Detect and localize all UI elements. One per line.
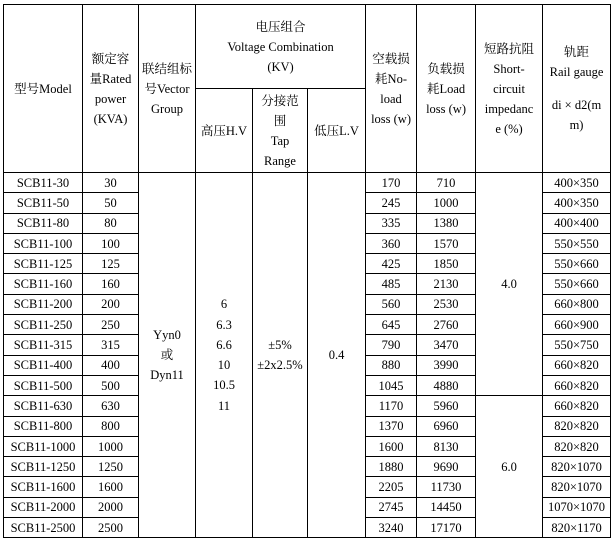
cell-load-loss: 1570	[417, 233, 476, 253]
cell-rail-gauge: 400×350	[543, 193, 611, 213]
cell-model: SCB11-2500	[4, 518, 83, 538]
cell-no-load-loss: 645	[366, 315, 417, 335]
cell-rail-gauge: 1070×1070	[543, 497, 611, 517]
cell-power: 125	[83, 254, 139, 274]
cell-load-loss: 9690	[417, 457, 476, 477]
table-body	[4, 173, 611, 538]
cell-power: 1000	[83, 436, 139, 456]
cell-rail-gauge: 400×350	[543, 173, 611, 193]
cell-power: 2500	[83, 518, 139, 538]
cell-rail-gauge: 550×660	[543, 274, 611, 294]
cell-power: 315	[83, 335, 139, 355]
cell-load-loss: 710	[417, 173, 476, 193]
voltage-combination-en: Voltage Combination	[227, 39, 334, 54]
cell-load-loss: 11730	[417, 477, 476, 497]
cell-vector-group	[139, 173, 196, 538]
cell-load-loss: 3990	[417, 355, 476, 375]
cell-model: SCB11-500	[4, 375, 83, 395]
cell-no-load-loss: 790	[366, 335, 417, 355]
header-load-loss: 负载损耗Load loss (w)	[417, 5, 476, 173]
cell-rail-gauge: 820×1070	[543, 457, 611, 477]
cell-rail-gauge: 550×550	[543, 233, 611, 253]
table-header	[4, 5, 611, 173]
cell-no-load-loss: 335	[366, 213, 417, 233]
cell-load-loss: 5960	[417, 396, 476, 416]
header-rail-gauge	[543, 5, 611, 173]
rail-gauge-dim: di × d2(mm)	[551, 98, 602, 132]
cell-rail-gauge: 660×900	[543, 315, 611, 335]
cell-model: SCB11-1000	[4, 436, 83, 456]
cell-rail-gauge: 400×400	[543, 213, 611, 233]
cell-hv-values-line: 10.5	[213, 378, 235, 393]
cell-hv-values-line: 6.3	[216, 317, 232, 332]
cell-model: SCB11-2000	[4, 497, 83, 517]
cell-model: SCB11-125	[4, 254, 83, 274]
cell-load-loss: 6960	[417, 416, 476, 436]
cell-power: 80	[83, 213, 139, 233]
voltage-combination-cn: 电压组合	[255, 19, 306, 34]
cell-load-loss: 17170	[417, 518, 476, 538]
cell-vector-group-line: Yyn0	[153, 327, 181, 342]
cell-model: SCB11-80	[4, 213, 83, 233]
cell-rail-gauge: 550×750	[543, 335, 611, 355]
cell-rail-gauge: 820×820	[543, 436, 611, 456]
cell-rail-gauge: 550×660	[543, 254, 611, 274]
cell-model: SCB11-250	[4, 315, 83, 335]
cell-rail-gauge: 660×820	[543, 375, 611, 395]
cell-no-load-loss: 880	[366, 355, 417, 375]
cell-hv-values-line: 6.6	[216, 337, 232, 352]
cell-no-load-loss: 360	[366, 233, 417, 253]
cell-model: SCB11-1250	[4, 457, 83, 477]
cell-vector-group-stack	[139, 325, 195, 386]
cell-power: 400	[83, 355, 139, 375]
cell-power: 630	[83, 396, 139, 416]
header-vector-group: 联结组标号Vector Group	[139, 5, 196, 173]
header-tap-range	[253, 89, 308, 173]
cell-power: 50	[83, 193, 139, 213]
cell-no-load-loss: 1170	[366, 396, 417, 416]
cell-no-load-loss: 245	[366, 193, 417, 213]
cell-power: 800	[83, 416, 139, 436]
cell-load-loss: 3470	[417, 335, 476, 355]
cell-model: SCB11-200	[4, 294, 83, 314]
cell-no-load-loss: 1600	[366, 436, 417, 456]
cell-model: SCB11-315	[4, 335, 83, 355]
header-hv: 高压H.V	[196, 89, 253, 173]
cell-vector-group-line: 或	[160, 348, 174, 363]
cell-power: 100	[83, 233, 139, 253]
spec-table	[3, 4, 611, 538]
cell-tap-range	[253, 173, 308, 538]
header-no-load-loss: 空载损耗No-load loss (w)	[366, 5, 417, 173]
cell-power: 30	[83, 173, 139, 193]
cell-impedance: 4.0	[476, 173, 543, 396]
cell-power: 200	[83, 294, 139, 314]
cell-tap-range-line: ±5%	[268, 337, 292, 352]
cell-power: 1600	[83, 477, 139, 497]
cell-no-load-loss: 1045	[366, 375, 417, 395]
header-lv: 低压L.V	[308, 89, 366, 173]
cell-no-load-loss: 2745	[366, 497, 417, 517]
cell-rail-gauge: 660×820	[543, 355, 611, 375]
cell-no-load-loss: 425	[366, 254, 417, 274]
cell-hv-values-stack	[196, 294, 252, 416]
voltage-combination-unit: (KV)	[267, 59, 294, 74]
cell-load-loss: 1000	[417, 193, 476, 213]
cell-no-load-loss: 1880	[366, 457, 417, 477]
cell-vector-group-line: Dyn11	[150, 368, 184, 383]
cell-hv-values-line: 10	[217, 358, 231, 373]
cell-rail-gauge: 660×820	[543, 396, 611, 416]
header-rated-power: 额定容量Rated power (KVA)	[83, 5, 139, 173]
rail-gauge-en: Rail gauge	[549, 65, 604, 79]
cell-model: SCB11-1600	[4, 477, 83, 497]
cell-load-loss: 14450	[417, 497, 476, 517]
tap-range-en: Tap Range	[264, 133, 296, 168]
cell-rail-gauge: 820×820	[543, 416, 611, 436]
header-row-1	[4, 5, 611, 89]
cell-model: SCB11-800	[4, 416, 83, 436]
cell-tap-range-stack	[253, 335, 307, 376]
cell-tap-range-line: ±2x2.5%	[257, 358, 303, 373]
tap-range-cn: 分接范围	[261, 93, 299, 128]
header-impedance: 短路抗阻Short-circuit impedance (%)	[476, 5, 543, 173]
cell-load-loss: 1850	[417, 254, 476, 274]
cell-no-load-loss: 485	[366, 274, 417, 294]
cell-load-loss: 2130	[417, 274, 476, 294]
cell-no-load-loss: 2205	[366, 477, 417, 497]
cell-model: SCB11-630	[4, 396, 83, 416]
cell-load-loss: 8130	[417, 436, 476, 456]
cell-load-loss: 4880	[417, 375, 476, 395]
cell-power: 2000	[83, 497, 139, 517]
cell-rail-gauge: 660×800	[543, 294, 611, 314]
rail-gauge-cn: 轨距	[564, 45, 590, 59]
cell-model: SCB11-400	[4, 355, 83, 375]
cell-power: 500	[83, 375, 139, 395]
cell-hv-values-line: 11	[217, 398, 231, 413]
cell-lv: 0.4	[308, 173, 366, 538]
table-row	[4, 173, 611, 193]
cell-power: 1250	[83, 457, 139, 477]
cell-rail-gauge: 820×1170	[543, 518, 611, 538]
cell-model: SCB11-100	[4, 233, 83, 253]
cell-model: SCB11-160	[4, 274, 83, 294]
cell-no-load-loss: 3240	[366, 518, 417, 538]
cell-model: SCB11-30	[4, 173, 83, 193]
cell-no-load-loss: 1370	[366, 416, 417, 436]
cell-hv-values	[196, 173, 253, 538]
cell-load-loss: 2530	[417, 294, 476, 314]
cell-hv-values-line: 6	[220, 297, 228, 312]
cell-no-load-loss: 560	[366, 294, 417, 314]
cell-no-load-loss: 170	[366, 173, 417, 193]
header-voltage-combination	[196, 5, 366, 89]
cell-power: 250	[83, 315, 139, 335]
cell-impedance: 6.0	[476, 396, 543, 538]
cell-load-loss: 2760	[417, 315, 476, 335]
cell-power: 160	[83, 274, 139, 294]
cell-load-loss: 1380	[417, 213, 476, 233]
header-model: 型号Model	[4, 5, 83, 173]
cell-model: SCB11-50	[4, 193, 83, 213]
cell-rail-gauge: 820×1070	[543, 477, 611, 497]
